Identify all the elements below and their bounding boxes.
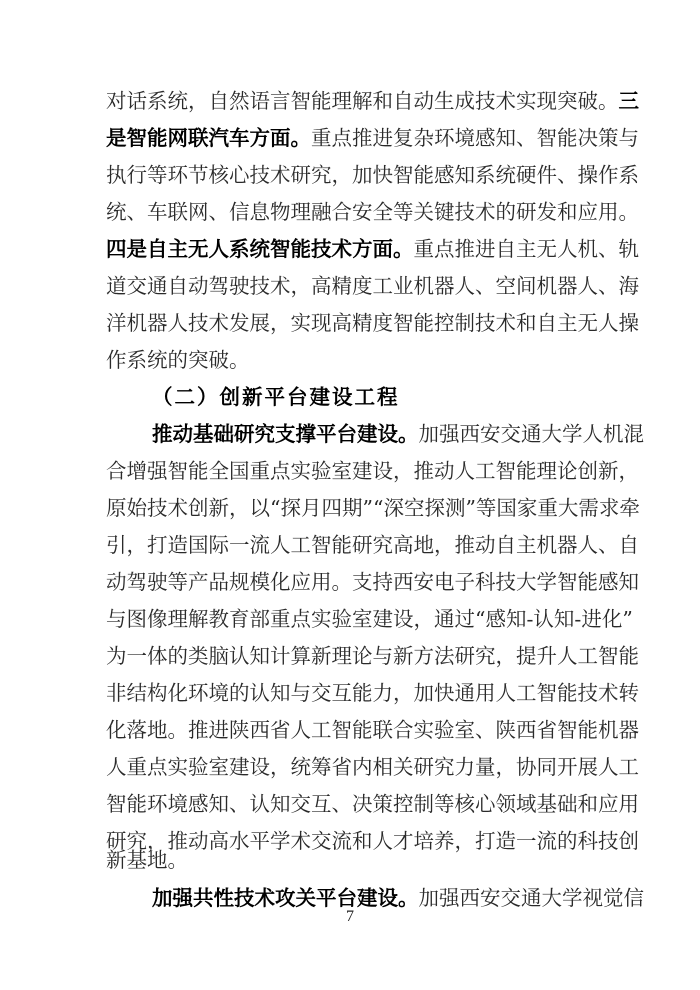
- text-line: [106, 83, 639, 119]
- body-text: 加强西安交通大学人机混: [418, 422, 644, 446]
- text-line: [106, 527, 639, 563]
- text-line: [106, 749, 639, 785]
- body-text: 动驾驶等产品规模化应用。支持西安电子科技大学智能感知: [106, 570, 639, 594]
- body-text: 原始技术创新，以“探月四期”“深空探测”等国家重大需求牵: [106, 496, 640, 520]
- bold-lead-text: 推动基础研究支撑平台建设。: [152, 422, 419, 446]
- text-line: [106, 453, 639, 489]
- text-line: [106, 305, 639, 341]
- body-text: 化落地。推进陕西省人工智能联合实验室、陕西省智能机器: [106, 718, 639, 742]
- text-line: [106, 120, 639, 156]
- section-heading: （二）创新平台建设工程: [152, 385, 400, 409]
- body-text: 人重点实验室建设，统筹省内相关研究力量，协同开展人工: [106, 755, 639, 779]
- body-text: 加强西安交通大学视觉信: [418, 886, 644, 910]
- text-line: [106, 638, 639, 674]
- text-line: [106, 712, 639, 748]
- body-text: 道交通自动驾驶技术，高精度工业机器人、空间机器人、海: [106, 274, 639, 298]
- body-text: 研究，推动高水平学术交流和人才培养，打造一流的科技创: [106, 829, 639, 853]
- text-line: [106, 342, 594, 378]
- body-text: 新基地。: [106, 848, 188, 872]
- body-text: 合增强智能全国重点实验室建设，推动人工智能理论创新，: [106, 459, 639, 483]
- body-text: 重点推进复杂环境感知、智能决策与: [311, 126, 639, 150]
- body-text: 洋机器人技术发展，实现高精度智能控制技术和自主无人操: [106, 311, 639, 335]
- body-text: 为一体的类脑认知计算新理论与新方法研究，提升人工智能: [106, 644, 639, 668]
- bold-lead-text: 四是自主无人系统智能技术方面。: [106, 237, 414, 261]
- bold-lead-text: 是智能网联汽车方面。: [106, 126, 311, 150]
- bold-lead-text: 三: [618, 89, 639, 113]
- text-line: [106, 842, 594, 878]
- body-text: 统、车联网、信息物理融合安全等关键技术的研发和应用。: [106, 200, 639, 224]
- page-number: 7: [346, 908, 354, 925]
- text-line: [106, 601, 633, 637]
- body-text: 重点推进自主无人机、轨: [413, 237, 639, 261]
- text-line: [106, 194, 639, 230]
- body-text: 引，打造国际一流人工智能研究高地，推动自主机器人、自: [106, 533, 639, 557]
- body-text: 非结构化环境的认知与交互能力，加快通用人工智能技术转: [106, 681, 639, 705]
- text-line: [106, 231, 639, 267]
- text-line: [106, 786, 639, 822]
- text-line: [106, 490, 640, 526]
- body-text: 作系统的突破。: [106, 348, 250, 372]
- body-text: 智能环境感知、认知交互、决策控制等核心领域基础和应用: [106, 792, 639, 816]
- body-text: 与图像理解教育部重点实验室建设，通过“感知-认知-进化”: [106, 607, 633, 631]
- text-line: [106, 157, 639, 193]
- body-text: 对话系统，自然语言智能理解和自动生成技术实现突破。: [106, 89, 619, 113]
- text-line: [106, 268, 639, 304]
- bold-lead-text: 加强共性技术攻关平台建设。: [152, 886, 419, 910]
- text-line: [152, 416, 644, 452]
- body-text: 执行等环节核心技术研究，加快智能感知系统硬件、操作系: [106, 163, 639, 187]
- text-line: [106, 564, 639, 600]
- text-line: [106, 675, 639, 711]
